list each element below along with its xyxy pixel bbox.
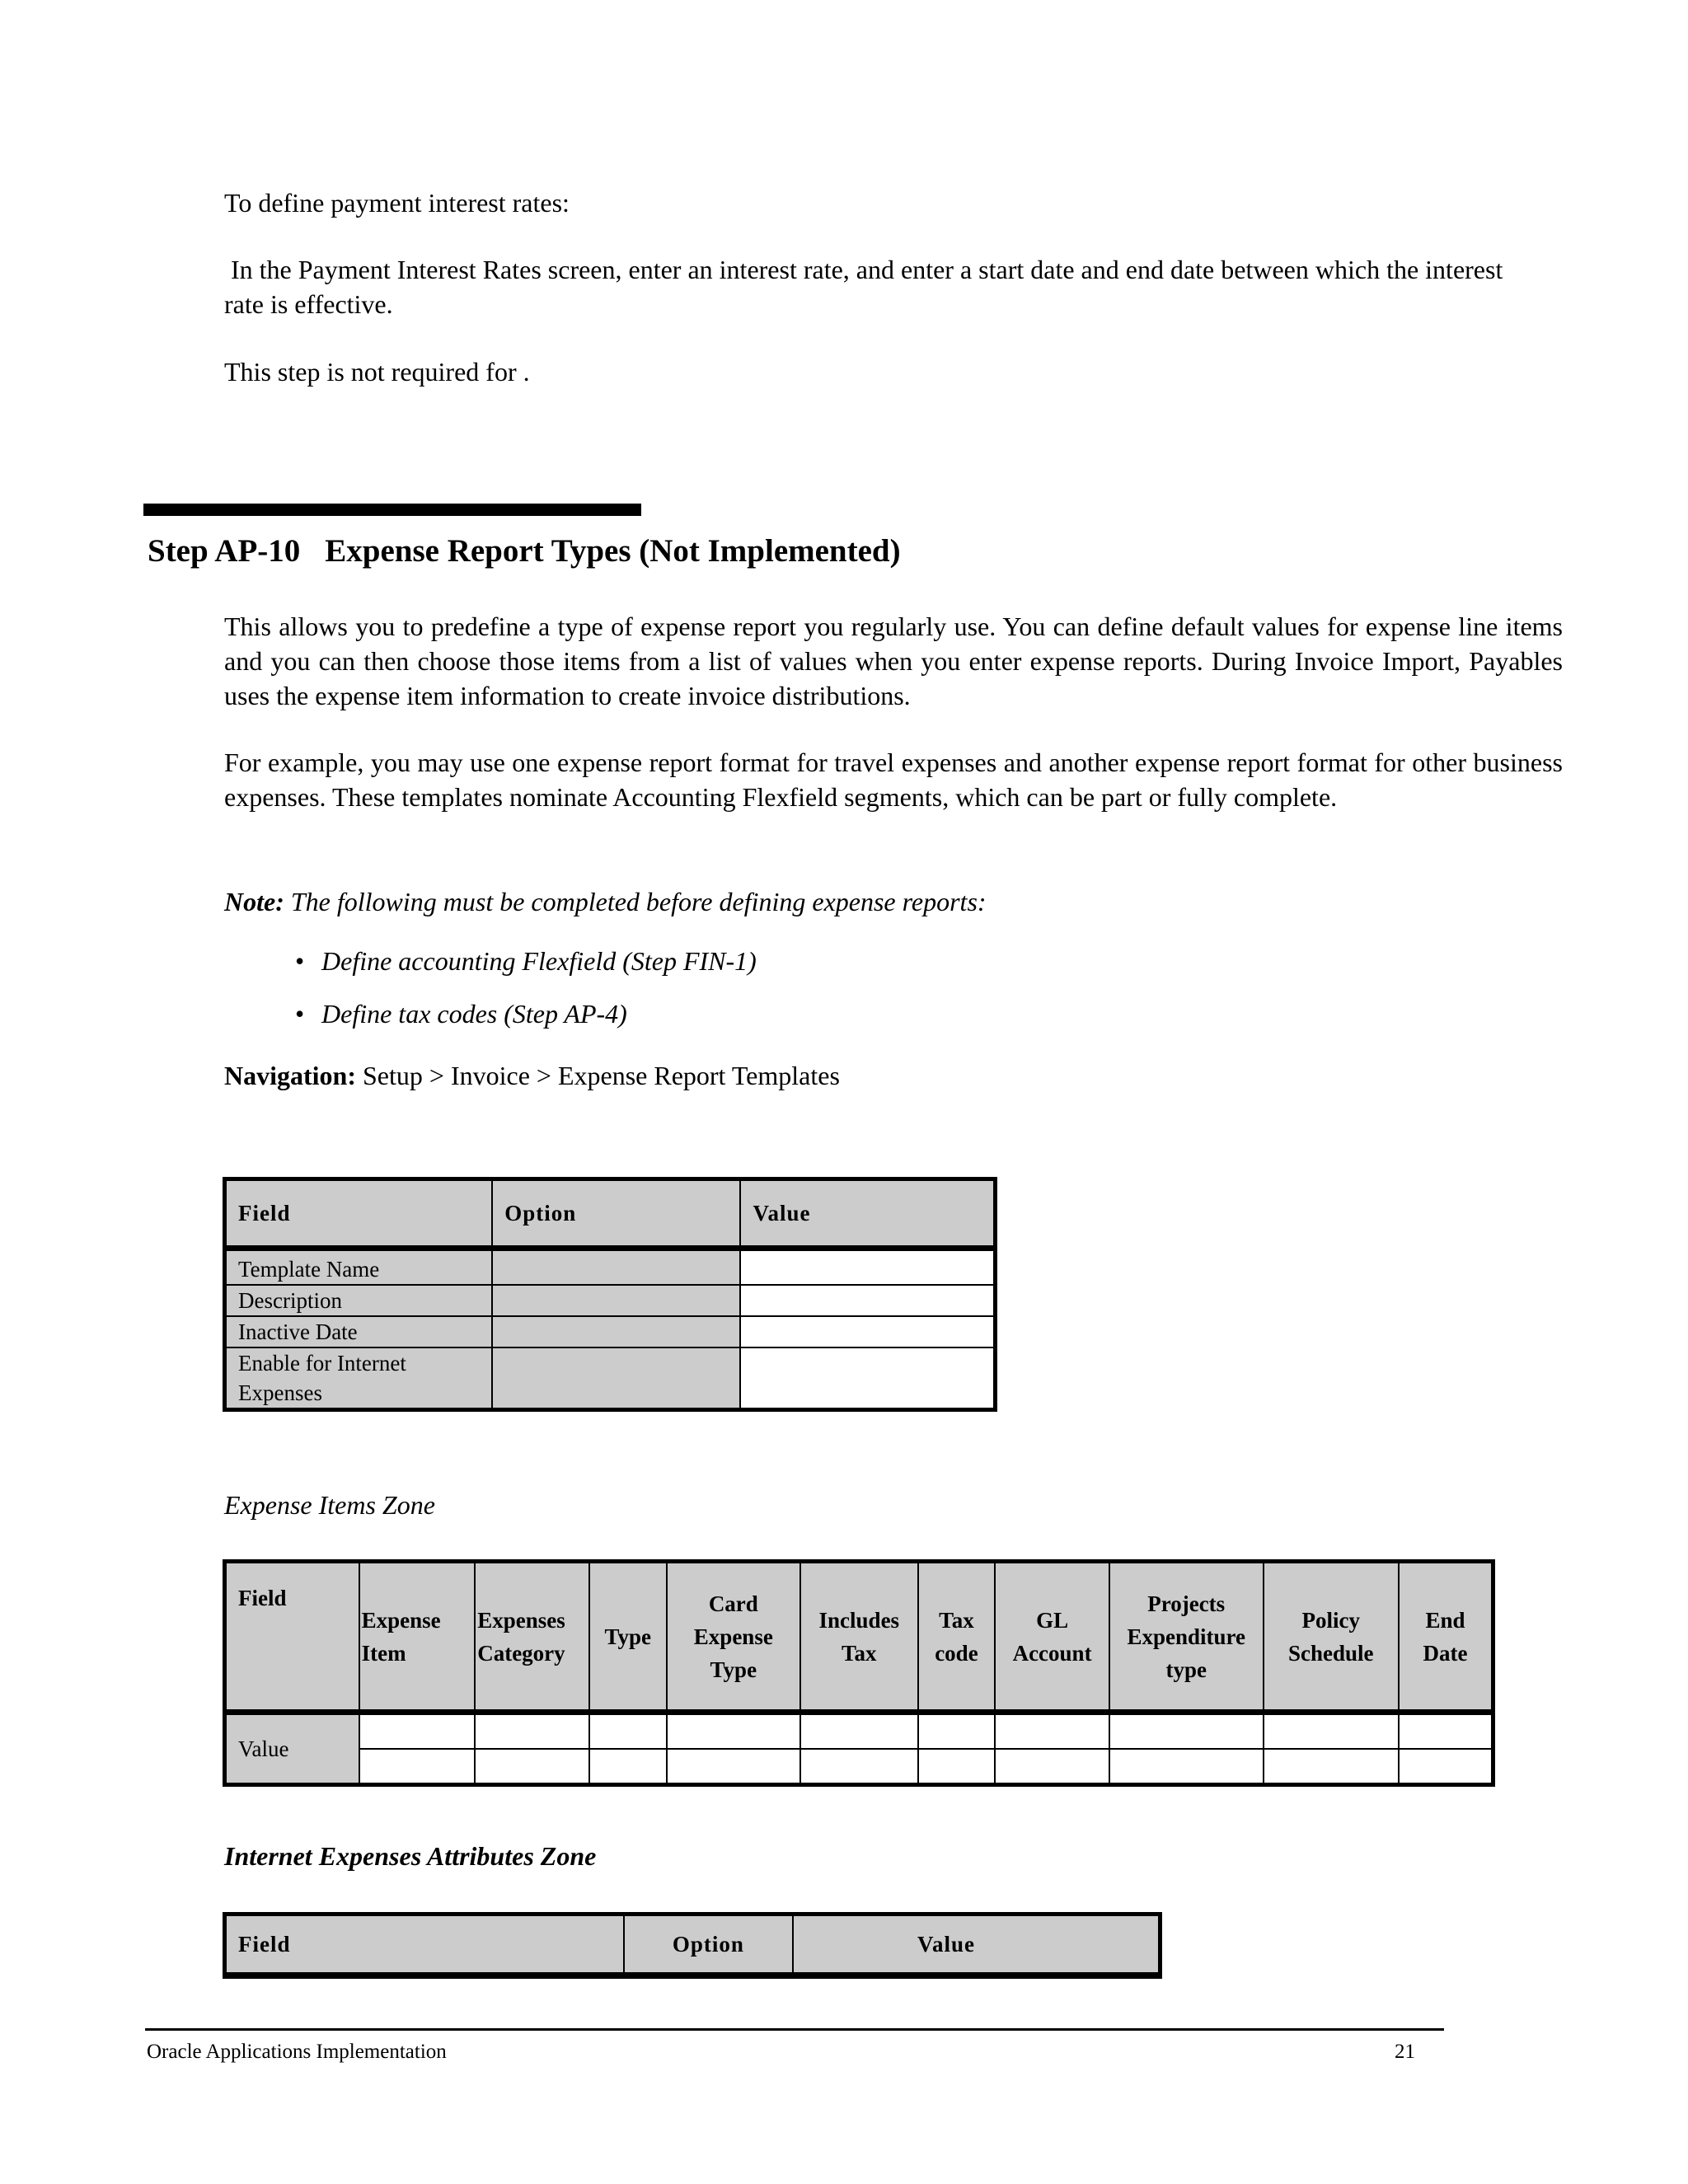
description-paragraph: This allows you to predefine a type of expense report you regularly use. You can define default values for expense line items and you can then choose those items from a list of values when you enter expense reports. During Invoice Import, Payables uses the expense item information to create invoice distributions. xyxy=(224,612,1563,710)
intro-line-1: To define payment interest rates: xyxy=(224,188,570,218)
value-cell xyxy=(475,1749,589,1785)
value-cell xyxy=(1109,1749,1264,1785)
navigation-label: Navigation: xyxy=(224,1061,356,1090)
column-header: Type xyxy=(589,1562,667,1713)
expense-items-zone-title: Expense Items Zone xyxy=(224,1490,435,1520)
field-cell: Description xyxy=(225,1285,493,1316)
intro-line-3: This step is not required for . xyxy=(224,357,530,387)
example-paragraph: For example, you may use one expense report format for travel expenses and another expense report format for other business expenses. These templates nominate Accounting Flexfield segments, which can be part or fully complete. xyxy=(224,748,1563,812)
page-number: 21 xyxy=(1395,2041,1415,2063)
intro-line-2: In the Payment Interest Rates screen, enter an interest rate, and enter a start date and end date between which the interest rate is effective. xyxy=(224,255,1510,319)
step-title: Expense Report Types (Not Implemented) xyxy=(325,533,901,569)
value-label-cell: Value xyxy=(225,1713,359,1785)
value-cell xyxy=(995,1749,1109,1785)
column-header: Expenses Category xyxy=(475,1562,589,1713)
column-header: Card Expense Type xyxy=(667,1562,800,1713)
value-cell xyxy=(740,1285,995,1316)
option-cell xyxy=(492,1285,740,1316)
note-label: Note: xyxy=(224,887,284,916)
table-header-row xyxy=(225,1562,1493,1713)
column-header: Value xyxy=(793,1915,1160,1976)
expense-items-table xyxy=(223,1559,1495,1787)
column-header: Field xyxy=(225,1562,359,1713)
column-header: Field xyxy=(225,1915,624,1976)
column-header: GL Account xyxy=(995,1562,1109,1713)
value-cell xyxy=(740,1347,995,1410)
value-cell xyxy=(918,1749,996,1785)
footer-title: Oracle Applications Implementation xyxy=(147,2041,447,2063)
footer-divider xyxy=(145,2028,1444,2031)
bullet-icon: • xyxy=(295,946,305,976)
value-cell xyxy=(667,1749,800,1785)
column-header: Field xyxy=(225,1179,493,1249)
option-cell xyxy=(492,1347,740,1410)
value-cell xyxy=(995,1713,1109,1750)
value-cell xyxy=(589,1749,667,1785)
value-cell xyxy=(359,1713,476,1750)
table-row xyxy=(225,1749,1493,1785)
list-item: • Define accounting Flexfield (Step FIN-1) xyxy=(321,944,757,978)
table-row xyxy=(225,1285,996,1316)
column-header: Includes Tax xyxy=(800,1562,918,1713)
column-header: Option xyxy=(492,1179,740,1249)
navigation-path xyxy=(224,1058,1563,1093)
value-cell xyxy=(740,1316,995,1347)
internet-expenses-zone-title: Internet Expenses Attributes Zone xyxy=(224,1841,597,1871)
note xyxy=(224,884,1563,919)
value-cell xyxy=(800,1749,918,1785)
value-cell xyxy=(475,1713,589,1750)
table-row xyxy=(225,1316,996,1347)
internet-expenses-table xyxy=(223,1912,1162,1979)
table-header-row xyxy=(225,1915,1160,1976)
column-header: Option xyxy=(624,1915,793,1976)
table-row xyxy=(225,1347,996,1410)
value-cell xyxy=(1264,1749,1399,1785)
table-row xyxy=(225,1249,996,1286)
value-cell xyxy=(1399,1713,1493,1750)
table-row xyxy=(225,1713,1493,1750)
value-cell xyxy=(359,1749,476,1785)
column-header: End Date xyxy=(1399,1562,1493,1713)
list-item: • Define tax codes (Step AP-4) xyxy=(321,996,627,1031)
column-header: Expense Item xyxy=(359,1562,476,1713)
option-cell xyxy=(492,1316,740,1347)
section-heading xyxy=(148,532,901,569)
field-cell: Enable for Internet Expenses xyxy=(225,1347,493,1410)
value-cell xyxy=(1264,1713,1399,1750)
value-cell xyxy=(918,1713,996,1750)
option-cell xyxy=(492,1249,740,1286)
value-cell xyxy=(800,1713,918,1750)
bullet-icon: • xyxy=(295,999,305,1029)
table-header-row xyxy=(225,1179,996,1249)
column-header: Projects Expenditure type xyxy=(1109,1562,1264,1713)
template-fields-table xyxy=(223,1177,997,1412)
step-code: Step AP-10 xyxy=(148,533,301,569)
field-cell: Template Name xyxy=(225,1249,493,1286)
note-text: The following must be completed before defining expense reports: xyxy=(284,887,987,916)
column-header: Tax code xyxy=(918,1562,996,1713)
field-cell: Inactive Date xyxy=(225,1316,493,1347)
column-header: Value xyxy=(740,1179,995,1249)
value-cell xyxy=(1109,1713,1264,1750)
section-divider xyxy=(143,504,641,516)
navigation-text: Setup > Invoice > Expense Report Templates xyxy=(356,1061,840,1090)
value-cell xyxy=(667,1713,800,1750)
value-cell xyxy=(1399,1749,1493,1785)
value-cell xyxy=(589,1713,667,1750)
value-cell xyxy=(740,1249,995,1286)
column-header: Policy Schedule xyxy=(1264,1562,1399,1713)
